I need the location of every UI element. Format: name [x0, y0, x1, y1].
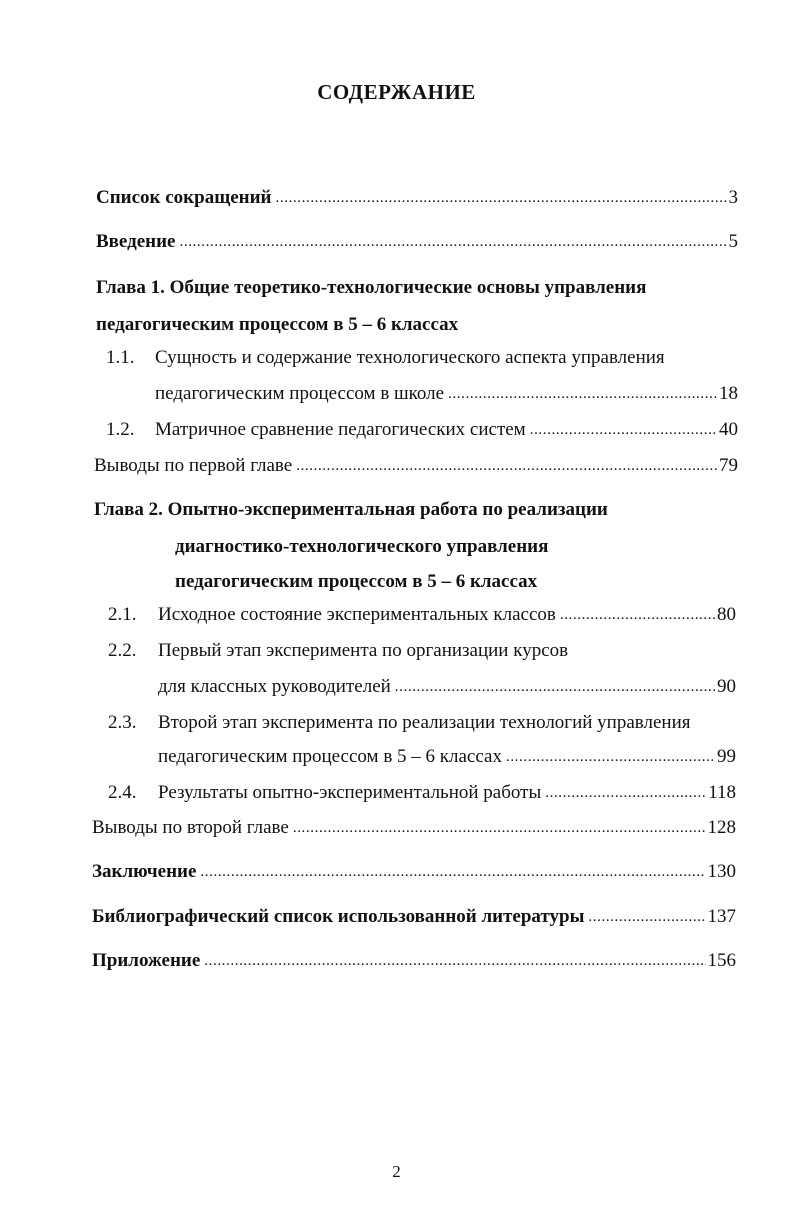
toc-entry-section-2-4[interactable]: [158, 781, 736, 807]
toc-entry-page: 80: [717, 604, 736, 625]
toc-entry-appendix[interactable]: [92, 949, 736, 975]
leader-dots: [545, 780, 706, 800]
toc-entry-label: Введение: [96, 231, 176, 252]
leader-dots: [530, 417, 717, 437]
toc-entry-label: Исходное состояние экспериментальных классов: [158, 604, 556, 625]
leader-dots: [560, 602, 715, 622]
leader-dots: [204, 948, 705, 968]
toc-entry-page: 18: [719, 383, 738, 404]
toc-entry-section-1-1[interactable]: [155, 382, 738, 408]
toc-entry-conclusion[interactable]: [92, 860, 736, 886]
toc-entry-label: Приложение: [92, 950, 201, 971]
toc-entry-label: педагогическим процессом в школе: [155, 383, 445, 404]
toc-entry-page: 79: [719, 455, 738, 476]
toc-entry-page: 137: [707, 906, 736, 927]
leader-dots: [180, 229, 727, 249]
toc-entry-page: 118: [708, 782, 736, 803]
toc-entry-page: 99: [717, 746, 736, 767]
chapter-2-heading-line-2[interactable]: диагностико-технологического управления: [175, 536, 549, 557]
toc-entry-section-1-2[interactable]: [155, 418, 738, 444]
page-title: СОДЕРЖАНИЕ: [317, 80, 476, 104]
toc-entry-label: Выводы по первой главе: [94, 455, 293, 476]
toc-entry-chapter-2-conclusions[interactable]: [92, 816, 736, 842]
toc-entry-page: 40: [719, 419, 738, 440]
toc-section-1-1-line-1[interactable]: Сущность и содержание технологического аспекта управления: [155, 347, 665, 368]
toc-entry-label: Заключение: [92, 861, 197, 882]
page-number: 2: [392, 1162, 401, 1181]
toc-section-number: 1.1.: [106, 347, 135, 368]
toc-entry-label: Список сокращений: [96, 187, 272, 208]
toc-section-number: 2.3.: [108, 712, 137, 733]
toc-entry-section-2-1[interactable]: [158, 603, 736, 629]
toc-entry-label: Матричное сравнение педагогических систем: [155, 419, 526, 440]
toc-entry-label: Выводы по второй главе: [92, 817, 289, 838]
leader-dots: [448, 381, 717, 401]
toc-section-2-3-line-1[interactable]: Второй этап эксперимента по реализации технологий управления: [158, 712, 691, 733]
toc-entry-label: Результаты опытно-экспериментальной работы: [158, 782, 542, 803]
toc-entry-section-2-3[interactable]: [158, 745, 736, 771]
toc-entry-label: педагогическим процессом в 5 – 6 классах: [158, 746, 502, 767]
leader-dots: [276, 185, 727, 205]
toc-entry-page: 90: [717, 676, 736, 697]
chapter-2-heading-line-1[interactable]: Глава 2. Опытно-экспериментальная работа по реализации: [94, 499, 608, 520]
leader-dots: [293, 815, 706, 835]
toc-entry-bibliography[interactable]: [92, 905, 736, 931]
toc-entry-page: 5: [728, 231, 738, 252]
toc-entry-section-2-2[interactable]: [158, 675, 736, 701]
leader-dots: [395, 674, 715, 694]
toc-entry-abbreviations[interactable]: [96, 186, 738, 212]
chapter-1-heading-line-2[interactable]: педагогическим процессом в 5 – 6 классах: [96, 314, 459, 335]
toc-entry-page: 156: [707, 950, 736, 971]
leader-dots: [588, 904, 705, 924]
toc-entry-label: для классных руководителей: [158, 676, 391, 697]
leader-dots: [200, 859, 705, 879]
toc-entry-chapter-1-conclusions[interactable]: [94, 454, 738, 480]
toc-entry-page: 128: [707, 817, 736, 838]
toc-entry-page: 130: [707, 861, 736, 882]
toc-section-number: 2.2.: [108, 640, 137, 661]
toc-section-number: 2.1.: [108, 604, 137, 625]
toc-entry-page: 3: [728, 187, 738, 208]
toc-section-2-2-line-1[interactable]: Первый этап эксперимента по организации курсов: [158, 640, 569, 661]
leader-dots: [296, 453, 717, 473]
leader-dots: [506, 744, 715, 764]
chapter-1-heading-line-1[interactable]: Глава 1. Общие теоретико-технологические основы управления: [96, 277, 647, 298]
toc-section-number: 2.4.: [108, 782, 137, 803]
toc-entry-introduction[interactable]: [96, 230, 738, 256]
toc-section-number: 1.2.: [106, 419, 135, 440]
chapter-2-heading-line-3[interactable]: педагогическим процессом в 5 – 6 классах: [175, 571, 538, 592]
toc-entry-label: Библиографический список использованной литературы: [92, 906, 585, 927]
